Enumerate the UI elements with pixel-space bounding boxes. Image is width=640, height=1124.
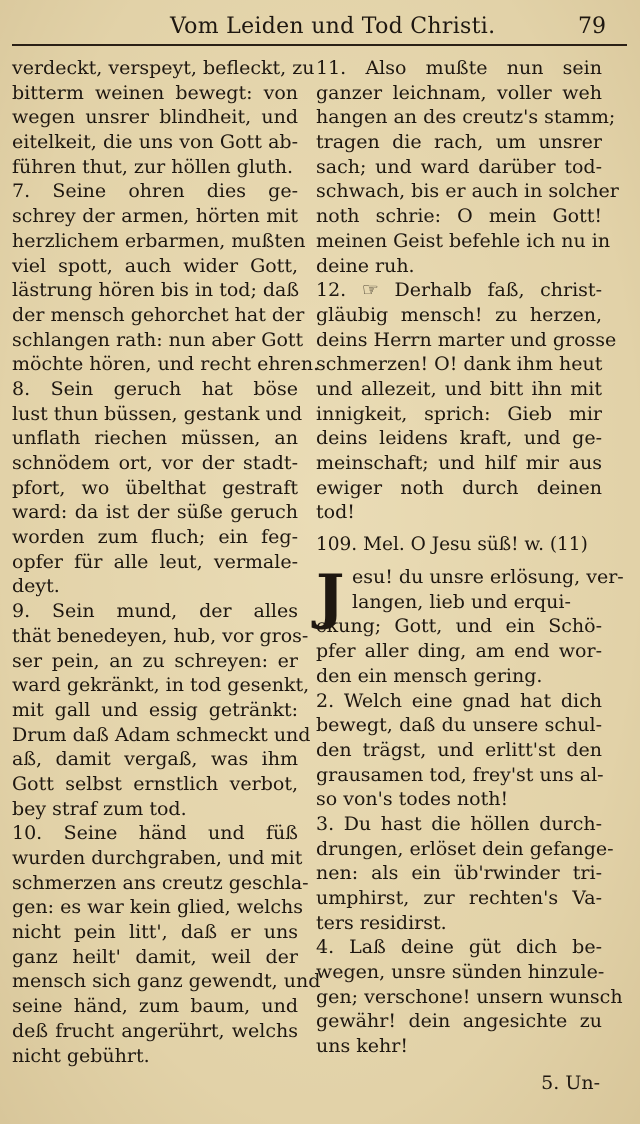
running-header bbox=[0, 6, 640, 46]
text-line: mensch sich ganz gewendt, und bbox=[12, 970, 321, 993]
text-line: seine händ, zum baum, und bbox=[12, 995, 298, 1018]
text-line: gen; verschone! unsern wunsch bbox=[316, 985, 623, 1008]
text-line: bewegt, daß du unsere schul- bbox=[316, 714, 602, 737]
text-line: bitterm weinen bewegt: von bbox=[12, 81, 298, 104]
text-line: mit gall und essig getränkt: bbox=[12, 698, 298, 721]
text-line: unflath riechen müssen, an bbox=[12, 427, 298, 450]
text-line: 12. ☞ Derhalb faß, christ- bbox=[316, 279, 602, 302]
text-line: noth schrie: O mein Gott! bbox=[316, 205, 602, 228]
text-line: 8. Sein geruch hat böse bbox=[12, 377, 298, 400]
text-line: verdeckt, verspeyt, befleckt, zu bbox=[12, 57, 315, 79]
text-line: drungen, erlöset dein gefange- bbox=[316, 837, 614, 860]
text-line: 3. Du hast die höllen durch- bbox=[316, 812, 602, 835]
text-line: 7. Seine ohren dies ge- bbox=[12, 180, 298, 203]
text-line: nen: als ein üb'rwinder tri- bbox=[316, 862, 602, 885]
text-line: innigkeit, sprich: Gieb mir bbox=[316, 402, 602, 425]
text-line: meinen Geist befehle ich nu in bbox=[316, 229, 611, 252]
text-line: 11. Also mußte nun sein bbox=[316, 57, 602, 79]
text-line: ward gekränkt, in tod gesenkt, bbox=[12, 674, 310, 697]
text-line: ward: da ist der süße geruch bbox=[12, 501, 298, 524]
text-line: eitelkeit, die uns von Gott ab- bbox=[12, 131, 298, 154]
text-line: schnödem ort, vor der stadt- bbox=[12, 452, 298, 474]
drop-capital: J bbox=[316, 562, 345, 633]
text-line: herzlichem erbarmen, mußten bbox=[12, 229, 306, 252]
text-line: wegen unsrer blindheit, und bbox=[12, 106, 298, 129]
text-line: lästrung hören bis in tod; daß bbox=[12, 279, 300, 302]
text-line: deine ruh. bbox=[316, 254, 415, 277]
text-line: 10. Seine händ und füß bbox=[12, 822, 298, 845]
text-line: deins leidens kraft, und ge- bbox=[316, 427, 602, 450]
text-line: ser pein, an zu schreyen: er bbox=[12, 649, 298, 672]
text-line: tod! bbox=[316, 501, 355, 524]
text-line: opfer für alle leut, vermale- bbox=[12, 550, 298, 573]
hymn-heading: 109. Mel. O Jesu süß! w. (11) bbox=[316, 534, 588, 556]
text-line: gewähr! dein angesichte zu bbox=[316, 1010, 602, 1033]
text-line: 2. Welch eine gnad hat dich bbox=[316, 689, 602, 712]
text-line: nicht gebührt. bbox=[12, 1044, 150, 1067]
catchword: 5. Un- bbox=[541, 1071, 600, 1094]
text-line: wurden durchgraben, und mit bbox=[12, 847, 303, 869]
text-line: tragen die rach, um unsrer bbox=[316, 131, 602, 154]
text-line: lust thun büssen, gestank und bbox=[12, 402, 303, 425]
header-rule bbox=[12, 44, 627, 46]
text-line: ckung; Gott, und ein Schö- bbox=[316, 615, 602, 638]
text-line: umphirst, zur rechten's Va- bbox=[316, 887, 602, 909]
text-line: pfort, wo übelthat gestraft bbox=[12, 476, 298, 499]
text-line: hangen an des creutz's stamm; bbox=[316, 106, 616, 129]
text-line: pfer aller ding, am end wor- bbox=[316, 640, 602, 663]
text-line: Gott selbst ernstlich verbot, bbox=[12, 772, 298, 795]
text-line: der mensch gehorchet hat der bbox=[12, 303, 305, 326]
text-line: nicht pein litt', daß er uns bbox=[12, 921, 298, 944]
hymn-first-lines bbox=[316, 565, 624, 614]
text-line: gläubig mensch! zu herzen, bbox=[316, 303, 602, 326]
text-line: viel spott, auch wider Gott, bbox=[12, 254, 298, 277]
text-line: grausamen tod, frey'st uns al- bbox=[316, 763, 604, 786]
right-column bbox=[316, 56, 624, 1096]
text-line: Drum daß Adam schmeckt und bbox=[12, 723, 311, 746]
text-line: schwach, bis er auch in solcher bbox=[316, 180, 619, 203]
text-line: deins Herrn marter und grosse bbox=[316, 328, 617, 351]
text-line: schrey der armen, hörten mit bbox=[12, 205, 298, 228]
left-column bbox=[12, 56, 321, 1068]
text-line: langen, lieb und erqui- bbox=[352, 590, 571, 613]
text-line: sach; und ward darüber tod- bbox=[316, 155, 602, 178]
text-line: deß frucht angerührt, welchs bbox=[12, 1019, 298, 1042]
text-line: möchte hören, und recht ehren. bbox=[12, 353, 320, 376]
hymn-verses bbox=[316, 614, 623, 1058]
text-line: 4. Laß deine güt dich be- bbox=[316, 936, 602, 959]
text-line: gen: es war kein glied, welchs bbox=[12, 896, 303, 919]
text-line: esu! du unsre erlösung, ver- bbox=[352, 566, 624, 589]
text-line: den ein mensch gering. bbox=[316, 664, 543, 687]
text-line: und allezeit, und bitt ihn mit bbox=[316, 377, 602, 400]
text-line: uns kehr! bbox=[316, 1035, 408, 1058]
text-line: ters residirst. bbox=[316, 911, 447, 934]
text-line: bey straf zum tod. bbox=[12, 797, 187, 820]
running-title: Vom Leiden und Tod Christi. bbox=[170, 14, 496, 39]
text-line: 9. Sein mund, der alles bbox=[12, 600, 298, 623]
text-line: worden zum fluch; ein feg- bbox=[12, 526, 298, 549]
text-line: aß, damit vergaß, was ihm bbox=[12, 748, 298, 771]
text-line: wegen, unsre sünden hinzule- bbox=[316, 961, 605, 984]
text-line: ewiger noth durch deinen bbox=[316, 476, 602, 499]
text-line: schmerzen ans creutz geschla- bbox=[12, 871, 309, 894]
text-line: deyt. bbox=[12, 575, 60, 598]
text-line: ganz heilt' damit, weil der bbox=[12, 945, 298, 968]
text-line: so von's todes noth! bbox=[316, 788, 509, 811]
text-line: schlangen rath: nun aber Gott bbox=[12, 328, 304, 351]
right-column-text bbox=[316, 56, 619, 525]
text-line: meinschaft; und hilf mir aus bbox=[316, 452, 602, 474]
page-number: 79 bbox=[578, 14, 606, 39]
text-line: schmerzen! O! dank ihm heut bbox=[316, 353, 603, 376]
text-line: den trägst, und erlitt'st den bbox=[316, 738, 602, 761]
text-line: führen thut, zur höllen gluth. bbox=[12, 155, 294, 178]
text-line: ganzer leichnam, voller weh bbox=[316, 81, 602, 104]
text-line: thät benedeyen, hub, vor gros- bbox=[12, 624, 309, 647]
